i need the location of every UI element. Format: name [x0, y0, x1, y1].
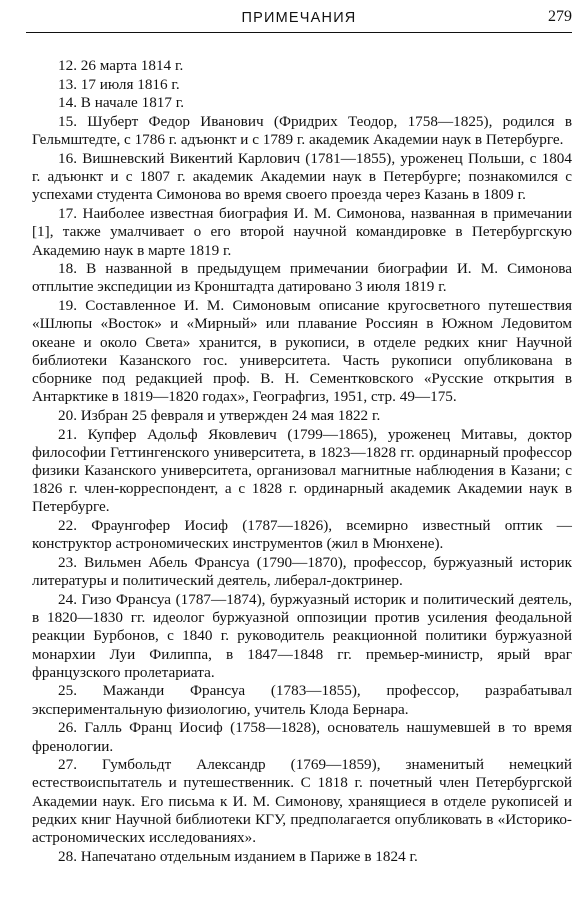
page-number: 279	[548, 8, 572, 25]
note-13: 13. 17 июля 1816 г.	[58, 75, 180, 93]
note-16: 16. Вишневский Викентий Карлович (1781—1855), уроженец Польши, с 1804 г. адъюнкт и с 1807 г. академик Академии наук в Петербурге; познакомился с успехами студента Симонова во время своего проезда через Казань в 1809 г.	[32, 150, 572, 204]
note-15: 15. Шуберт Федор Иванович (Фридрих Теодор, 1758—1825), родился в Гельмштедте, с 1786 г. адъюнкт и с 1789 г. академик Академии наук в Петербурге.	[32, 113, 572, 149]
note-18: 18. В названной в предыдущем примечании биографии И. М. Симонова отплытие экспедиции из Кронштадта датировано 3 июля 1819 г.	[32, 260, 572, 296]
note-17: 17. Наиболее известная биография И. М. Симонова, названная в примечании [1], также умалчивает о его второй научной командировке в Петербургскую Академию наук в марте 1819 г.	[32, 205, 572, 259]
note-12: 12. 26 марта 1814 г.	[58, 57, 184, 74]
note-24: 24. Гизо Франсуа (1787—1874), буржуазный историк и политический деятель, в 1820—1830 гг. идеолог буржуазной оппозиции против усиления феодальной реакции Бурбонов, с 1840 г. руководитель реакционной политики буржуазной монархии Луи Филиппа, в 1847—1848 гг. премьер-министр, ярый враг французского пролетариата.	[32, 590, 572, 681]
note-26: 26. Галль Франц Иосиф (1758—1828), основатель нашумевшей в то время френологии.	[32, 719, 572, 755]
note-23: 23. Вильмен Абель Франсуа (1790—1870), профессор, буржуазный историк литературы и политический деятель, либерал-доктринер.	[32, 553, 572, 590]
note-19: 19. Составленное И. М. Симоновым описание кругосветного путешествия «Шлюпы «Восток» и «Мирный» или плавание Россиян в Южном Ледовитом океане и около Света» хранится, в рукописи, в отделе редких книг Научной библиотеки Казанского гос. университета. Часть рукописи опубликована в сборнике под редакцией проф. В. Н. Сементковского «Русские открытия в Антарктике в 1819—1820 годах», Географгиз, 1951, стр. 49—175.	[32, 297, 572, 406]
note-14: 14. В начале 1817 г.	[58, 94, 185, 112]
note-28: 28. Напечатано отдельным изданием в Париже в 1824 г.	[58, 847, 418, 865]
note-22: 22. Фраунгофер Иосиф (1787—1826), всемирно известный оптик — конструктор астрономических инструментов (жил в Мюнхене).	[32, 517, 572, 553]
notes-list	[32, 57, 572, 866]
running-header	[26, 6, 572, 32]
note-21: 21. Купфер Адольф Яковлевич (1799—1865), уроженец Митавы, доктор философии Геттингенского университета, в 1823—1828 гг. ординарный профессор физики Казанского университета, организовал магнитные наблюдения в Казани; с 1826 г. член-корреспондент, а с 1828 г. ординарный академик Академии наук в Петербурге.	[32, 425, 572, 516]
header-rule	[26, 32, 572, 33]
running-title: ПРИМЕЧАНИЯ	[241, 10, 357, 26]
note-27: 27. Гумбольдт Александр (1769—1859), знаменитый немецкий естествоиспытатель и путешественник. С 1818 г. почетный член Петербургской Академии наук. Его письма к И. М. Симонову, хранящиеся в отделе рукописей и редких книг Научной библиотеки КГУ, предполагается опубликовать в «Историко-астрономических исследованиях».	[32, 756, 572, 847]
note-25: 25. Мажанди Франсуа (1783—1855), профессор, разрабатывал экспериментальную физиологию, учитель Клода Бернара.	[32, 682, 572, 718]
note-20: 20. Избран 25 февраля и утвержден 24 мая 1822 г.	[58, 406, 381, 424]
